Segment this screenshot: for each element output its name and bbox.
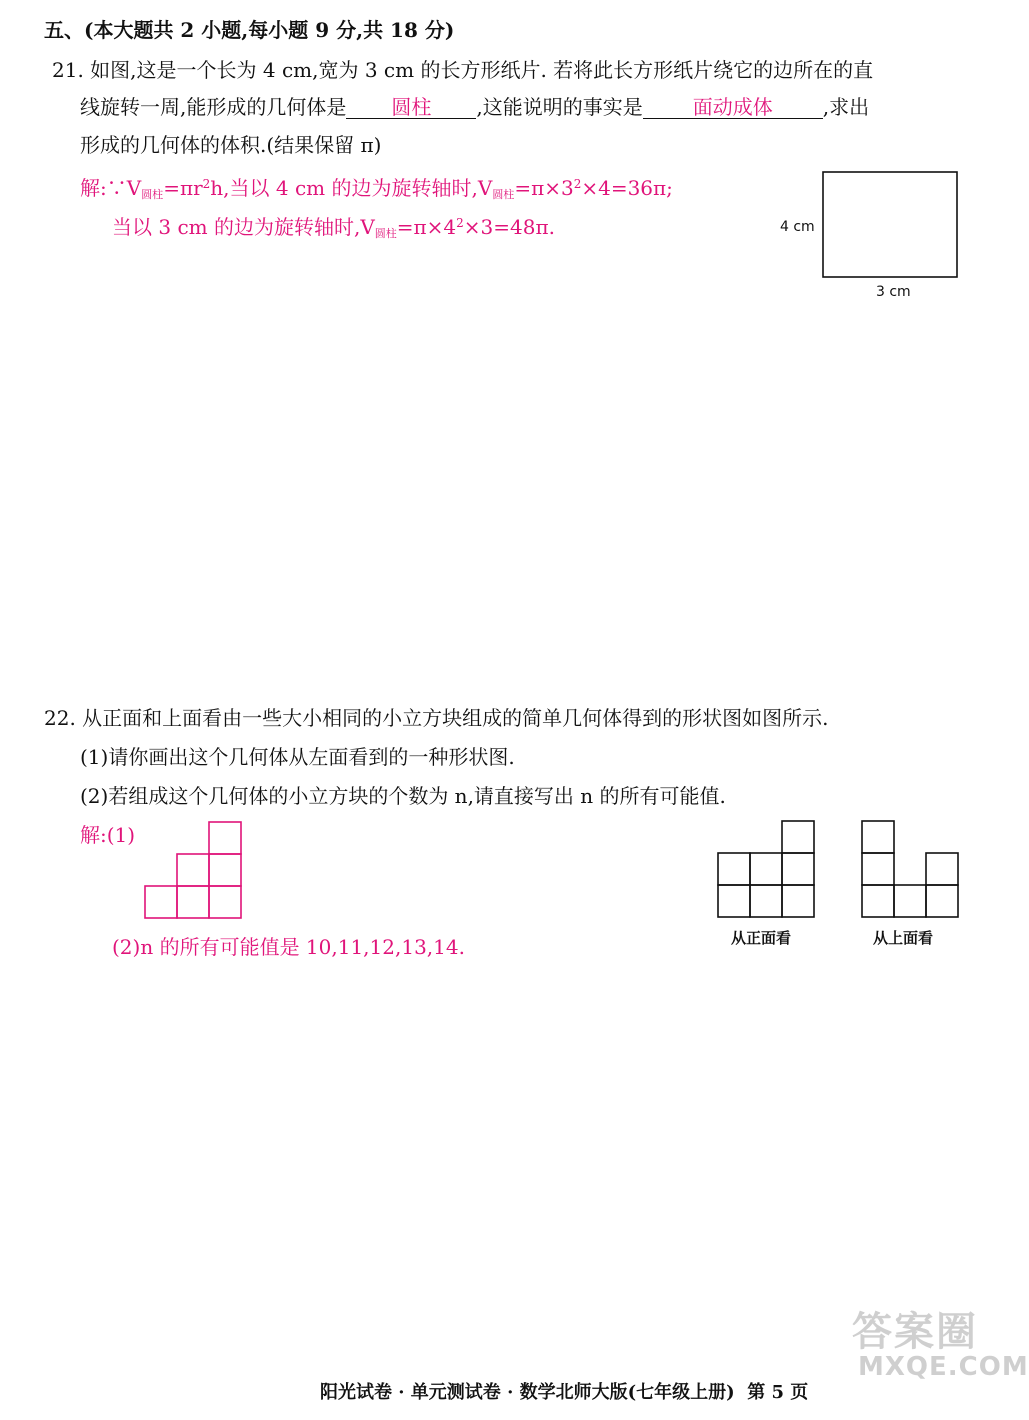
top-view-cube (862, 821, 894, 853)
front-view-cube (718, 885, 750, 917)
q21-sol-sup-1: 2 (202, 177, 211, 191)
left-view-cube (209, 822, 241, 854)
left-view-cube (177, 854, 209, 886)
q21-line3: 形成的几何体的体积.(结果保留 π) (80, 133, 382, 157)
q21-line2-c: ,求出 (822, 95, 870, 119)
page-number: 第 5 页 (747, 1382, 809, 1403)
q22-top-caption: 从上面看 (873, 929, 934, 947)
q21-sol-sub-3: 圆柱 (374, 227, 397, 240)
q21-sol-prefix: 解:∵V (80, 176, 142, 200)
q21-sol-eq1a: =πr (163, 176, 203, 200)
q21-line2-a: 线旋转一周,能形成的几何体是 (80, 95, 347, 119)
q22-solution-part2: (2)n 的所有可能值是 10,11,12,13,14. (112, 935, 465, 959)
front-view-cube (750, 885, 782, 917)
q22-solution-prefix: 解:(1) (80, 823, 136, 847)
q21-sol-sup-3: 2 (456, 216, 464, 230)
q21-sol-line2c: ×3=48π. (463, 215, 555, 239)
watermark-url: MXQE.COM (858, 1352, 1029, 1382)
front-view-cube (750, 853, 782, 885)
q21-sol-sub-2: 圆柱 (492, 188, 515, 201)
q21-blank-solid: 圆柱 (346, 96, 476, 119)
watermark-logo: 答案圈 (852, 1309, 978, 1355)
q21-sol-eq1c: =π×3 (514, 176, 574, 200)
q21-width-label: 3 cm (876, 284, 911, 300)
q21-solution-line1 (80, 172, 673, 207)
top-view-cube (862, 885, 894, 917)
footer-title: 阳光试卷 · 单元测试卷 · 数学北师大版(七年级上册) (320, 1382, 735, 1403)
top-view-cube (894, 885, 926, 917)
q21-sol-eq1b: h,当以 4 cm 的边为旋转轴时,V (210, 176, 493, 200)
q21-sol-sup-2: 2 (573, 177, 582, 191)
paper-rectangle (823, 172, 957, 277)
q21-rectangle-figure (820, 170, 960, 280)
q22-front-caption: 从正面看 (731, 929, 792, 947)
q22-line1: 22. 从正面和上面看由一些大小相同的小立方块组成的简单几何体得到的形状图如图所示. (44, 706, 829, 730)
q21-sol-line2a: 当以 3 cm 的边为旋转轴时,V (112, 215, 375, 239)
q21-solution-line2 (112, 211, 555, 246)
q22-part2: (2)若组成这个几何体的小立方块的个数为 n,请直接写出 n 的所有可能值. (80, 784, 726, 808)
section-heading: 五、(本大题共 2 小题,每小题 9 分,共 18 分) (44, 18, 455, 42)
q21-line2-b: ,这能说明的事实是 (476, 95, 643, 119)
front-view-cube (782, 821, 814, 853)
q21-line2 (80, 95, 869, 119)
top-view-cube (862, 853, 894, 885)
q21-sol-line2b: =π×4 (396, 215, 457, 239)
left-view-cube (177, 886, 209, 918)
front-view-cube (718, 853, 750, 885)
q22-front-view (716, 819, 816, 919)
q21-height-label: 4 cm (780, 219, 815, 235)
footer (320, 1381, 808, 1405)
q22-top-view (860, 819, 960, 919)
q21-line1: 21. 如图,这是一个长为 4 cm,宽为 3 cm 的长方形纸片. 若将此长方形纸片绕它的边所在的直 (52, 58, 874, 82)
top-view-cube (926, 885, 958, 917)
top-view-cube (926, 853, 958, 885)
front-view-cube (782, 885, 814, 917)
left-view-cube (145, 886, 177, 918)
q21-sol-eq1d: ×4=36π; (581, 176, 673, 200)
q21-sol-sub-1: 圆柱 (141, 188, 164, 201)
q22-left-view-answer (143, 820, 243, 920)
left-view-cube (209, 886, 241, 918)
left-view-cube (209, 854, 241, 886)
q21-blank-fact: 面动成体 (643, 96, 823, 119)
q22-part1: (1)请你画出这个几何体从左面看到的一种形状图. (80, 745, 515, 769)
front-view-cube (782, 853, 814, 885)
